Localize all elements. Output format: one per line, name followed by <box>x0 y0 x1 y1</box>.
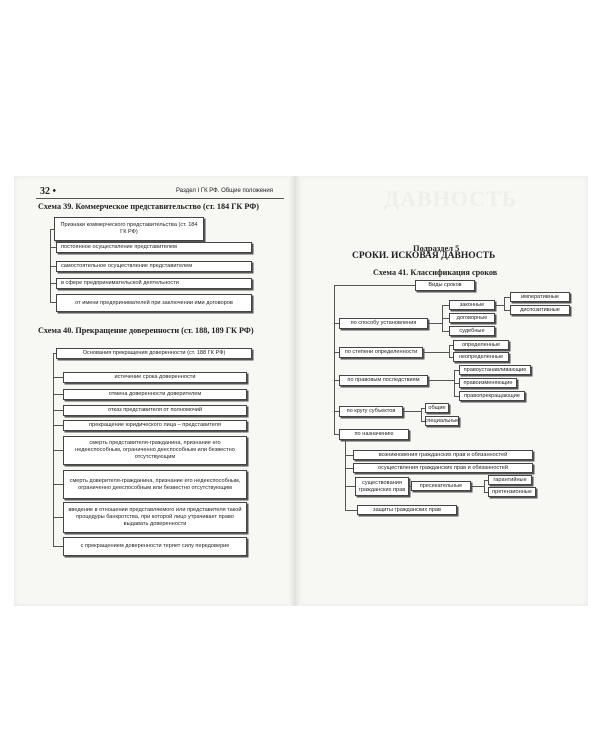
connector <box>345 468 353 469</box>
connector <box>53 425 63 426</box>
connector <box>428 380 454 381</box>
subjects-child: специальные <box>425 416 459 426</box>
legal-effect-child: правоизменяющие <box>459 378 517 388</box>
connector <box>403 411 421 412</box>
category-by-subjects: по кругу субъектов <box>339 406 403 417</box>
connector <box>495 305 504 306</box>
connector <box>442 318 449 319</box>
scheme-39-head-box: Признаки коммерческого представительства (ст. 184 ГК РФ) <box>54 217 204 241</box>
scheme-39-title: Схема 39. Коммерческое представительство (ст. 184 ГК РФ) <box>38 202 260 211</box>
existence-child: претензионные <box>488 487 536 497</box>
connector <box>442 305 449 306</box>
connector <box>484 480 485 492</box>
connector <box>442 331 449 332</box>
scheme-39-item: самостоятельное осуществление представителем <box>56 261 252 272</box>
purpose-child: защиты гражданских прав <box>357 505 457 515</box>
existence-child: гарантийные <box>488 475 532 485</box>
connector <box>421 408 422 421</box>
header-rule <box>36 198 284 199</box>
legal-effect-child: правопрекращающие <box>459 391 525 401</box>
subsection-title: СРОКИ. ИСКОВАЯ ДАВНОСТЬ <box>352 251 496 261</box>
scheme-40-item: отказ представителя от полномочий <box>63 405 247 416</box>
connector <box>53 484 63 485</box>
scheme-40-title: Схема 40. Прекращение доверенности (ст. 188, 189 ГК РФ) <box>38 326 254 335</box>
connector <box>504 297 505 310</box>
method-child: договорные <box>449 313 495 323</box>
connector <box>334 285 415 286</box>
certainty-child: неопределенные <box>453 352 509 362</box>
scheme-40-item: смерть представителя-гражданина, признание его недееспособным, ограниченно дееспособным или безвестно отсутствующим <box>63 436 247 465</box>
scheme-41-title: Схема 41. Классификация сроков <box>373 268 498 277</box>
category-by-method: по способу установления <box>339 318 428 329</box>
purpose-child: возникновения гражданских прав и обязанностей <box>353 450 533 460</box>
existence-child: пресекательные <box>411 481 471 491</box>
scheme-40-item: с прекращением доверенности теряет силу передоверие <box>63 537 247 556</box>
connector <box>53 377 63 378</box>
scheme-41-root-box: Виды сроков <box>415 280 475 291</box>
running-head: Раздел I ГК РФ. Общие положения <box>176 188 274 194</box>
scheme-39-item: от имени предпринимателей при заключении ими договоров <box>56 294 252 312</box>
connector <box>345 510 357 511</box>
method-child: судебные <box>449 326 495 336</box>
purpose-child: существования гражданских прав <box>355 477 409 496</box>
legal-effect-child: правоустанавливающие <box>459 365 531 375</box>
scheme-40-item: смерть доверителя-гражданина, признание его недееспособным, ограниченно дееспособным или безвестно отсутствующим <box>63 470 247 499</box>
category-by-legal-effect: по правовым последствиям <box>339 375 428 386</box>
connector <box>345 440 346 510</box>
connector <box>345 486 355 487</box>
scheme-40-item: отмена доверенности доверителем <box>63 389 247 400</box>
connector <box>53 517 63 518</box>
connector <box>334 285 335 435</box>
scheme-39-item: в сфере предпринимательской деятельности <box>56 278 252 289</box>
connector <box>53 410 63 411</box>
category-by-purpose: по назначению <box>339 429 409 440</box>
subsection-label: Подраздел 5 <box>413 243 460 253</box>
scheme-40-item: истечение срока доверенности <box>63 372 247 383</box>
connector <box>345 455 353 456</box>
purpose-child: осуществления гражданских прав и обязанностей <box>353 463 533 473</box>
category-by-certainty: по степени определенности <box>339 347 423 358</box>
scheme-40-head-box: Основания прекращения доверенности (ст. 188 ГК РФ) <box>56 348 252 359</box>
connector <box>53 450 63 451</box>
connector <box>449 345 450 357</box>
method-child: законные <box>449 300 495 310</box>
connector <box>53 546 63 547</box>
bleed-through-text: ДАВНОСТЬ <box>384 186 518 211</box>
certainty-child: определенные <box>453 340 509 350</box>
connector <box>53 394 63 395</box>
page-number: 32 • <box>40 186 57 197</box>
scheme-39-item: постоянное осуществление представителем <box>56 242 252 253</box>
scheme-40-item: прекращение юридического лица – представителя <box>63 420 247 431</box>
scheme-40-item: введение в отношении представляемого или представителя такой процедуры банкротства, при которой лицо утрачивает право выдавать доверенности <box>63 502 247 533</box>
connector <box>428 323 442 324</box>
statutory-child: императивные <box>510 292 570 302</box>
subjects-child: общие <box>425 403 449 413</box>
connector <box>423 352 449 353</box>
statutory-child: диспозитивные <box>510 305 570 315</box>
book-gutter <box>288 176 302 606</box>
